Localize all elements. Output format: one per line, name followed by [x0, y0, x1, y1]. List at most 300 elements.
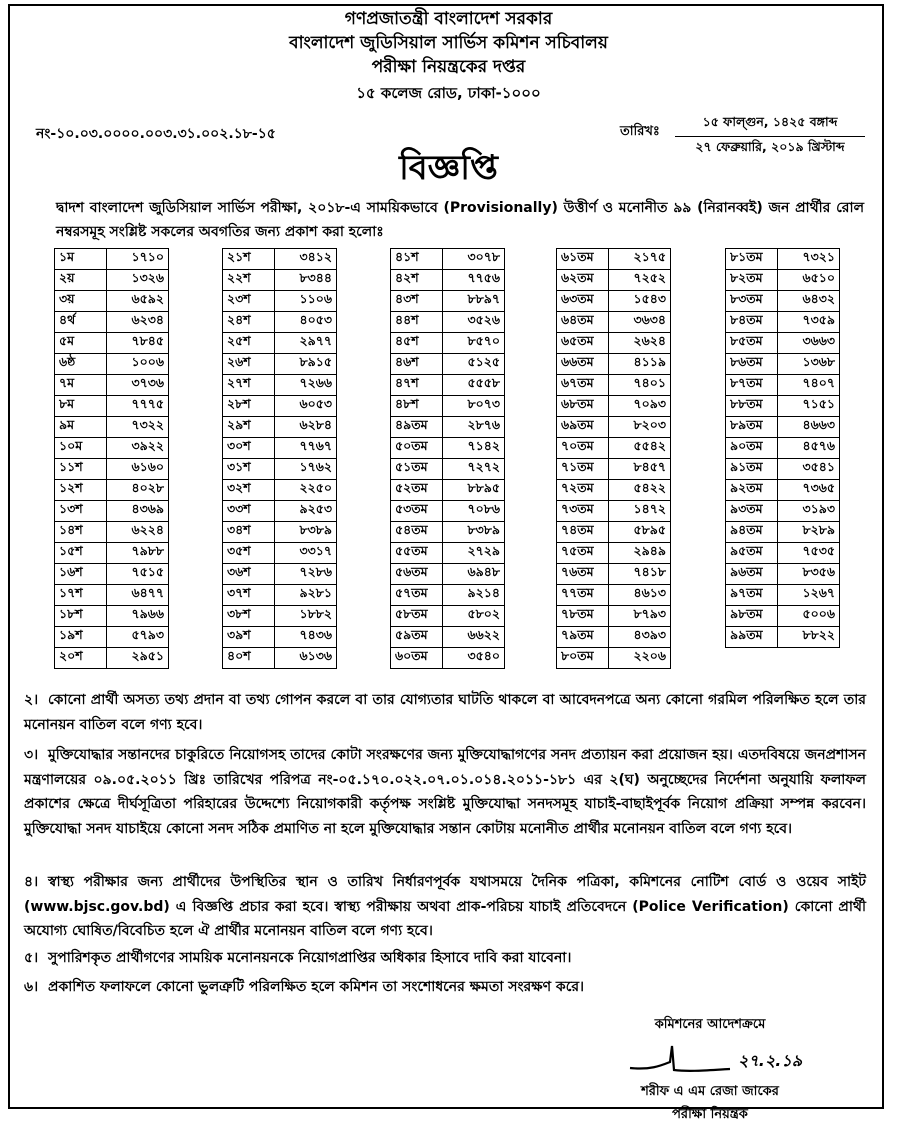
result-row	[726, 354, 840, 375]
result-row	[223, 438, 337, 459]
merit-position: ৫৯তম	[391, 627, 443, 648]
merit-position: ৬৮তম	[557, 396, 609, 417]
merit-position: ৩৬শ	[223, 564, 275, 585]
result-row	[223, 333, 337, 354]
roll-number: ১৭৬২	[275, 459, 337, 480]
result-row	[726, 396, 840, 417]
result-row	[223, 627, 337, 648]
result-row	[391, 291, 505, 312]
clause-number: ২।	[24, 692, 39, 708]
order-line: কমিশনের আদেশক্রমে	[654, 1017, 766, 1032]
roll-number: ৩৫৪০	[443, 648, 505, 669]
result-row	[557, 333, 671, 354]
merit-position: ৪৬শ	[391, 354, 443, 375]
roll-number: ২৯৭৭	[275, 333, 337, 354]
result-table-5	[725, 248, 840, 648]
result-row	[223, 417, 337, 438]
roll-number: ৭৪৩৬	[275, 627, 337, 648]
merit-position: ৮৮তম	[726, 396, 778, 417]
merit-position: ৫৫তম	[391, 543, 443, 564]
merit-position: ৯৩তম	[726, 501, 778, 522]
merit-position: ৯৬তম	[726, 564, 778, 585]
roll-number: ৭৭৫৬	[443, 270, 505, 291]
result-row	[223, 501, 337, 522]
result-row	[223, 375, 337, 396]
roll-number: ২২০৬	[609, 648, 671, 669]
clause-6	[24, 975, 866, 1000]
merit-position: ২৭শ	[223, 375, 275, 396]
merit-position: ১১শ	[55, 459, 107, 480]
clause-text: সুপারিশকৃত প্রার্থীগণের সাময়িক মনোনয়নকে নিয়োগপ্রাপ্তির অধিকার হিসাবে দাবি করা যাবেনা।	[48, 950, 572, 966]
result-row	[557, 585, 671, 606]
merit-position: ২৬শ	[223, 354, 275, 375]
roll-number: ৭১৫১	[778, 396, 840, 417]
header-office: পরীক্ষা নিয়ন্ত্রকের দপ্তর	[371, 57, 526, 77]
result-row	[391, 375, 505, 396]
merit-position: ১৬শ	[55, 564, 107, 585]
result-row	[55, 354, 169, 375]
result-row	[223, 312, 337, 333]
roll-number: ৮২৮৯	[778, 522, 840, 543]
merit-position: ৭ম	[55, 375, 107, 396]
clause-text: কোনো প্রার্থী অসত্য তথ্য প্রদান বা তথ্য গোপন করলে বা তার যোগ্যতার ঘাটতি থাকলে বা আবেদনপত্রে অন্য কোনো গরমিল পরিলক্ষিত হলে তার মনোনয়ন বাতিল বলে গণ্য হবে।	[24, 692, 866, 733]
roll-number: ৩৫২৬	[443, 312, 505, 333]
merit-position: ৪৮শ	[391, 396, 443, 417]
roll-number: ৭২৮৬	[275, 564, 337, 585]
signature-block	[590, 1015, 830, 1126]
result-row	[391, 312, 505, 333]
result-row	[557, 417, 671, 438]
roll-number: ৮৮২২	[778, 627, 840, 648]
result-row	[55, 480, 169, 501]
memo-number: নং-১০.০৩.০০০০.০০৩.৩১.০০২.১৮-১৫	[36, 126, 276, 142]
result-row	[391, 606, 505, 627]
merit-position: ৩য়	[55, 291, 107, 312]
result-row	[557, 627, 671, 648]
result-row	[391, 648, 505, 669]
result-row	[223, 543, 337, 564]
roll-number: ৭৪০৭	[778, 375, 840, 396]
roll-number: ৭৯৬৬	[107, 606, 169, 627]
result-row	[726, 543, 840, 564]
date-gregorian: ২৭ ফেব্রুয়ারি, ২০১৯ খ্রিস্টাব্দ	[695, 139, 845, 154]
roll-number: ৩৯২২	[107, 438, 169, 459]
roll-number: ৪১১৯	[609, 354, 671, 375]
result-row	[391, 396, 505, 417]
merit-position: ৭৬তম	[557, 564, 609, 585]
merit-position: ২৯শ	[223, 417, 275, 438]
merit-position: ২২শ	[223, 270, 275, 291]
roll-number: ৭৪১৮	[609, 564, 671, 585]
clause-number: ৩।	[24, 747, 39, 763]
roll-number: ১৩২৬	[107, 270, 169, 291]
result-row	[55, 522, 169, 543]
merit-position: ৩৫শ	[223, 543, 275, 564]
merit-position: ৫০তম	[391, 438, 443, 459]
merit-position: ৪৭শ	[391, 375, 443, 396]
merit-position: ৫১তম	[391, 459, 443, 480]
roll-number: ৮৩৫৬	[778, 564, 840, 585]
roll-number: ৩০৭৮	[443, 249, 505, 270]
merit-position: ৬৯তম	[557, 417, 609, 438]
roll-number: ৫৫৫৮	[443, 375, 505, 396]
roll-number: ৮৯১৫	[275, 354, 337, 375]
roll-number: ২২৫০	[275, 480, 337, 501]
roll-number: ৮৮৯৫	[443, 480, 505, 501]
roll-number: ১১০৬	[275, 291, 337, 312]
merit-position: ২৩শ	[223, 291, 275, 312]
result-row	[557, 480, 671, 501]
roll-number: ১৭১০	[107, 249, 169, 270]
roll-number: ৭০৯৩	[609, 396, 671, 417]
clause-number: ৫।	[24, 950, 39, 966]
merit-position: ৮৫তম	[726, 333, 778, 354]
result-row	[557, 270, 671, 291]
roll-number: ৭৭৭৫	[107, 396, 169, 417]
roll-number: ২৮৭৬	[443, 417, 505, 438]
result-row	[557, 375, 671, 396]
clause-number: ৬।	[24, 979, 39, 995]
clause-text: প্রকাশিত ফলাফলে কোনো ভুলত্রুটি পরিলক্ষিত হলে কমিশন তা সংশোধনের ক্ষমতা সংরক্ষণ করে।	[48, 979, 585, 995]
result-row	[726, 564, 840, 585]
result-row	[391, 417, 505, 438]
merit-position: ৯৪তম	[726, 522, 778, 543]
merit-position: ১৪শ	[55, 522, 107, 543]
roll-number: ৬০৫৩	[275, 396, 337, 417]
result-row	[726, 417, 840, 438]
merit-position: ৪০শ	[223, 648, 275, 669]
result-row	[55, 249, 169, 270]
result-row	[391, 501, 505, 522]
roll-number: ৪৩৬৯	[107, 501, 169, 522]
merit-position: ৭৫তম	[557, 543, 609, 564]
roll-number: ৭৫৩৫	[778, 543, 840, 564]
result-row	[223, 396, 337, 417]
result-row	[223, 291, 337, 312]
merit-position: ১২শ	[55, 480, 107, 501]
merit-position: ২১শ	[223, 249, 275, 270]
signer-name: শরীফ এ এম রেজা জাকের	[641, 1084, 779, 1099]
roll-number: ৭৪০১	[609, 375, 671, 396]
roll-number: ৮২০৩	[609, 417, 671, 438]
roll-number: ৭৩৬৫	[778, 480, 840, 501]
roll-number: ৫৭৯৩	[107, 627, 169, 648]
merit-position: ৫৩তম	[391, 501, 443, 522]
result-table-2	[222, 248, 337, 669]
merit-position: ৪৫শ	[391, 333, 443, 354]
roll-number: ৭৮৪৫	[107, 333, 169, 354]
roll-number: ৭২৬৬	[275, 375, 337, 396]
roll-number: ৭২৫২	[609, 270, 671, 291]
result-row	[55, 459, 169, 480]
result-row	[726, 375, 840, 396]
merit-position: ৩৩শ	[223, 501, 275, 522]
result-row	[391, 543, 505, 564]
result-row	[55, 564, 169, 585]
merit-position: ৮২তম	[726, 270, 778, 291]
result-row	[391, 627, 505, 648]
intro-text: দ্বাদশ বাংলাদেশ জুডিসিয়াল সার্ভিস পরীক্ষা, ২০১৮-এ সাময়িকভাবে (Provisionally) উত্তীর্ণ ও মনোনীত ৯৯ (নিরানব্বই) জন প্রার্থীর রোল নম্বরসমূহ সংশ্লিষ্ট সকলের অবগতির জন্য প্রকাশ করা হলোঃ	[56, 200, 864, 240]
merit-position: ৯৭তম	[726, 585, 778, 606]
merit-position: ৩৮শ	[223, 606, 275, 627]
roll-number: ৩৭৩৬	[107, 375, 169, 396]
merit-position: ৪২শ	[391, 270, 443, 291]
merit-position: ৮১তম	[726, 249, 778, 270]
result-row	[55, 417, 169, 438]
result-row	[55, 438, 169, 459]
roll-number: ৭১৪২	[443, 438, 505, 459]
roll-number: ৬৪৭৭	[107, 585, 169, 606]
merit-position: ১৫শ	[55, 543, 107, 564]
clause-2	[24, 688, 866, 737]
result-row	[55, 543, 169, 564]
merit-position: ২৮শ	[223, 396, 275, 417]
result-row	[557, 249, 671, 270]
roll-number: ৪৩৯৩	[609, 627, 671, 648]
roll-number: ৬৬২২	[443, 627, 505, 648]
roll-number: ৫৮৯৫	[609, 522, 671, 543]
roll-number: ১০০৬	[107, 354, 169, 375]
roll-number: ১২৬৭	[778, 585, 840, 606]
result-row	[391, 249, 505, 270]
merit-position: ২০শ	[55, 648, 107, 669]
roll-number: ৫৮০২	[443, 606, 505, 627]
merit-position: ৮৬তম	[726, 354, 778, 375]
merit-position: ৯৫তম	[726, 543, 778, 564]
merit-position: ৭৩তম	[557, 501, 609, 522]
merit-position: ১৮শ	[55, 606, 107, 627]
merit-position: ৭৯তম	[557, 627, 609, 648]
roll-number: ১৮৮২	[275, 606, 337, 627]
result-row	[557, 606, 671, 627]
merit-position: ৩৭শ	[223, 585, 275, 606]
roll-number: ৩৬৬৩	[778, 333, 840, 354]
result-table-1	[54, 248, 169, 669]
merit-position: ৫৬তম	[391, 564, 443, 585]
roll-number: ৪০৫৩	[275, 312, 337, 333]
merit-position: ৪র্থ	[55, 312, 107, 333]
merit-position: ৯ম	[55, 417, 107, 438]
result-row	[557, 501, 671, 522]
merit-position: ৫ম	[55, 333, 107, 354]
roll-number: ৯২৫৩	[275, 501, 337, 522]
roll-number: ৯২৮১	[275, 585, 337, 606]
merit-position: ১৩শ	[55, 501, 107, 522]
result-row	[55, 501, 169, 522]
merit-position: ৭৭তম	[557, 585, 609, 606]
roll-number: ৬৫১০	[778, 270, 840, 291]
merit-position: ১৭শ	[55, 585, 107, 606]
result-row	[726, 249, 840, 270]
result-row	[726, 312, 840, 333]
result-row	[557, 522, 671, 543]
result-table-4	[556, 248, 671, 669]
result-row	[557, 438, 671, 459]
merit-position: ২৪শ	[223, 312, 275, 333]
header-govt: গণপ্রজাতন্ত্রী বাংলাদেশ সরকার	[344, 9, 553, 29]
clause-5	[24, 946, 866, 971]
clause-text: স্বাস্থ্য পরীক্ষার জন্য প্রার্থীদের উপস্থিতির স্থান ও তারিখ নির্ধারণপূর্বক যথাসময়ে দৈনিক পত্রিকা, কমিশনের নোটিশ বোর্ড ও ওয়েব সাইট (www.bjsc.gov.bd) এ বিজ্ঞপ্তি প্রচার করা হবে। স্বাস্থ্য পরীক্ষায় অথবা প্রাক-পরিচয় যাচাই প্রতিবেদনে (Police Verification) কোনো প্রার্থী অযোগ্য ঘোষিত/বিবেচিত হলে ঐ প্রার্থীর মনোনয়ন বাতিল বলে গণ্য হবে।	[24, 874, 866, 939]
merit-position: ৩২শ	[223, 480, 275, 501]
result-row	[391, 333, 505, 354]
result-row	[391, 438, 505, 459]
result-row	[726, 480, 840, 501]
result-row	[223, 354, 337, 375]
result-row	[55, 606, 169, 627]
merit-position: ৯৯তম	[726, 627, 778, 648]
roll-number: ৬৫৯২	[107, 291, 169, 312]
roll-number: ৭৭৬৭	[275, 438, 337, 459]
merit-position: ৫২তম	[391, 480, 443, 501]
merit-position: ৫৮তম	[391, 606, 443, 627]
merit-position: ৬৫তম	[557, 333, 609, 354]
roll-number: ৮৩৮৯	[443, 522, 505, 543]
result-row	[55, 627, 169, 648]
roll-number: ৪০২৮	[107, 480, 169, 501]
roll-number: ৯২১৪	[443, 585, 505, 606]
roll-number: ৭৩৫৯	[778, 312, 840, 333]
roll-number: ৬৯৪৮	[443, 564, 505, 585]
roll-number: ৭৯৮৮	[107, 543, 169, 564]
result-table-3	[390, 248, 505, 669]
roll-number: ৩৪১২	[275, 249, 337, 270]
result-row	[557, 312, 671, 333]
roll-number: ৬১৩৬	[275, 648, 337, 669]
roll-number: ৭০৮৬	[443, 501, 505, 522]
roll-number: ৭৩২১	[778, 249, 840, 270]
merit-position: ৭৪তম	[557, 522, 609, 543]
roll-number: ৮৮৯৭	[443, 291, 505, 312]
roll-number: ৮৩৪৪	[275, 270, 337, 291]
roll-number: ৫৫৪২	[609, 438, 671, 459]
merit-position: ৬৭তম	[557, 375, 609, 396]
merit-position: ৬০তম	[391, 648, 443, 669]
result-row	[223, 564, 337, 585]
result-row	[223, 606, 337, 627]
result-row	[557, 354, 671, 375]
roll-number: ৫০০৬	[778, 606, 840, 627]
roll-number: ৮০৭৩	[443, 396, 505, 417]
result-row	[55, 333, 169, 354]
result-row	[391, 480, 505, 501]
date-label: তারিখঃ	[620, 124, 660, 139]
result-row	[557, 459, 671, 480]
notice-title: বিজ্ঞপ্তি	[399, 148, 498, 188]
date-bangla: ১৫ ফাল্গুন, ১৪২৫ বঙ্গাব্দ	[675, 114, 865, 137]
merit-position: ৯০তম	[726, 438, 778, 459]
result-row	[557, 564, 671, 585]
merit-position: ৪৩শ	[391, 291, 443, 312]
merit-position: ৭০তম	[557, 438, 609, 459]
result-row	[557, 396, 671, 417]
merit-position: ২৫শ	[223, 333, 275, 354]
merit-position: ৬১তম	[557, 249, 609, 270]
roll-number: ৩৫৪১	[778, 459, 840, 480]
roll-number: ৮৫৭০	[443, 333, 505, 354]
result-row	[223, 648, 337, 669]
roll-number: ৪৬৬৩	[778, 417, 840, 438]
merit-position: ৮ম	[55, 396, 107, 417]
merit-position: ৩৪শ	[223, 522, 275, 543]
roll-number: ৫৪২২	[609, 480, 671, 501]
roll-number: ৩৩১৭	[275, 543, 337, 564]
merit-position: ৩৯শ	[223, 627, 275, 648]
merit-position: ৪১শ	[391, 249, 443, 270]
result-row	[223, 249, 337, 270]
roll-number: ১৪৭২	[609, 501, 671, 522]
merit-position: ৩০শ	[223, 438, 275, 459]
result-row	[726, 438, 840, 459]
result-row	[391, 564, 505, 585]
clause-number: ৪।	[24, 874, 39, 890]
merit-position: ৮৭তম	[726, 375, 778, 396]
merit-position: ৮৩তম	[726, 291, 778, 312]
merit-position: ৮৯তম	[726, 417, 778, 438]
roll-number: ৮৪৫৭	[609, 459, 671, 480]
result-row	[557, 291, 671, 312]
roll-number: ২৬২৪	[609, 333, 671, 354]
merit-position: ৩১শ	[223, 459, 275, 480]
roll-number: ৬১৬০	[107, 459, 169, 480]
merit-position: ৯৮তম	[726, 606, 778, 627]
roll-number: ৩৬৩৪	[609, 312, 671, 333]
roll-number: ২৭২৯	[443, 543, 505, 564]
roll-number: ৬২২৪	[107, 522, 169, 543]
clause-text: মুক্তিযোদ্ধার সন্তানদের চাকুরিতে নিয়োগসহ তাদের কোটা সংরক্ষণের জন্য মুক্তিযোদ্ধাগণের সনদ প্রত্যায়ন করা প্রয়োজন হয়। এতদবিষয়ে জনপ্রশাসন মন্ত্রণালয়ের ০৯.০৫.২০১১ খ্রিঃ তারিখের পরিপত্র নং-০৫.১৭০.০২২.০৭.০১.০১৪.২০১১-১৮১ এর ২(ঘ) অনুচ্ছেদের নির্দেশনা অনুযায়ি ফলাফল প্রকাশের ক্ষেত্রে দীর্ঘসূত্রিতা পরিহারের উদ্দেশ্যে নিয়োগকারী কর্তৃপক্ষ সংশ্লিষ্ট মুক্তিযোদ্ধা সনদসমূহ যাচাই-বাছাইপূর্বক নিয়োগ প্রক্রিয়া সম্পন্ন করবেন। মুক্তিযোদ্ধা সনদ যাচাইয়ে কোনো সনদ সঠিক প্রমাণিত না হলে মুক্তিযোদ্ধার সন্তান কোটায় মনোনীত প্রার্থীর মনোনয়ন বাতিল বলে গণ্য হবে।	[24, 747, 866, 837]
roll-number: ১৩৬৮	[778, 354, 840, 375]
roll-number: ৭২৭২	[443, 459, 505, 480]
result-row	[726, 459, 840, 480]
result-row	[223, 270, 337, 291]
result-row	[55, 585, 169, 606]
result-row	[55, 648, 169, 669]
result-row	[55, 396, 169, 417]
merit-position: ১৯শ	[55, 627, 107, 648]
result-row	[391, 270, 505, 291]
roll-number: ৬২৮৪	[275, 417, 337, 438]
result-row	[55, 291, 169, 312]
result-row	[726, 585, 840, 606]
roll-number: ৮৭৯৩	[609, 606, 671, 627]
result-row	[726, 627, 840, 648]
result-row	[726, 501, 840, 522]
roll-number: ৩১৯৩	[778, 501, 840, 522]
roll-number: ৫১২৫	[443, 354, 505, 375]
result-row	[726, 333, 840, 354]
roll-number: ৬৪৩২	[778, 291, 840, 312]
result-row	[223, 459, 337, 480]
merit-position: ২য়	[55, 270, 107, 291]
roll-number: ২১৭৫	[609, 249, 671, 270]
roll-number: ৭৩২২	[107, 417, 169, 438]
roll-number: ৪৬১৩	[609, 585, 671, 606]
result-row	[726, 522, 840, 543]
merit-position: ৪৪শ	[391, 312, 443, 333]
result-row	[223, 480, 337, 501]
roll-number: ৬২৩৪	[107, 312, 169, 333]
result-row	[223, 585, 337, 606]
result-row	[55, 270, 169, 291]
svg-text:২৭.২.১৯: ২৭.২.১৯	[738, 1051, 803, 1070]
result-row	[55, 312, 169, 333]
merit-position: ৬৩তম	[557, 291, 609, 312]
result-row	[391, 354, 505, 375]
roll-number: ২৯৪৯	[609, 543, 671, 564]
signer-designation: পরীক্ষা নিয়ন্ত্রক	[672, 1107, 748, 1122]
result-row	[391, 585, 505, 606]
result-row	[557, 648, 671, 669]
result-row	[55, 375, 169, 396]
